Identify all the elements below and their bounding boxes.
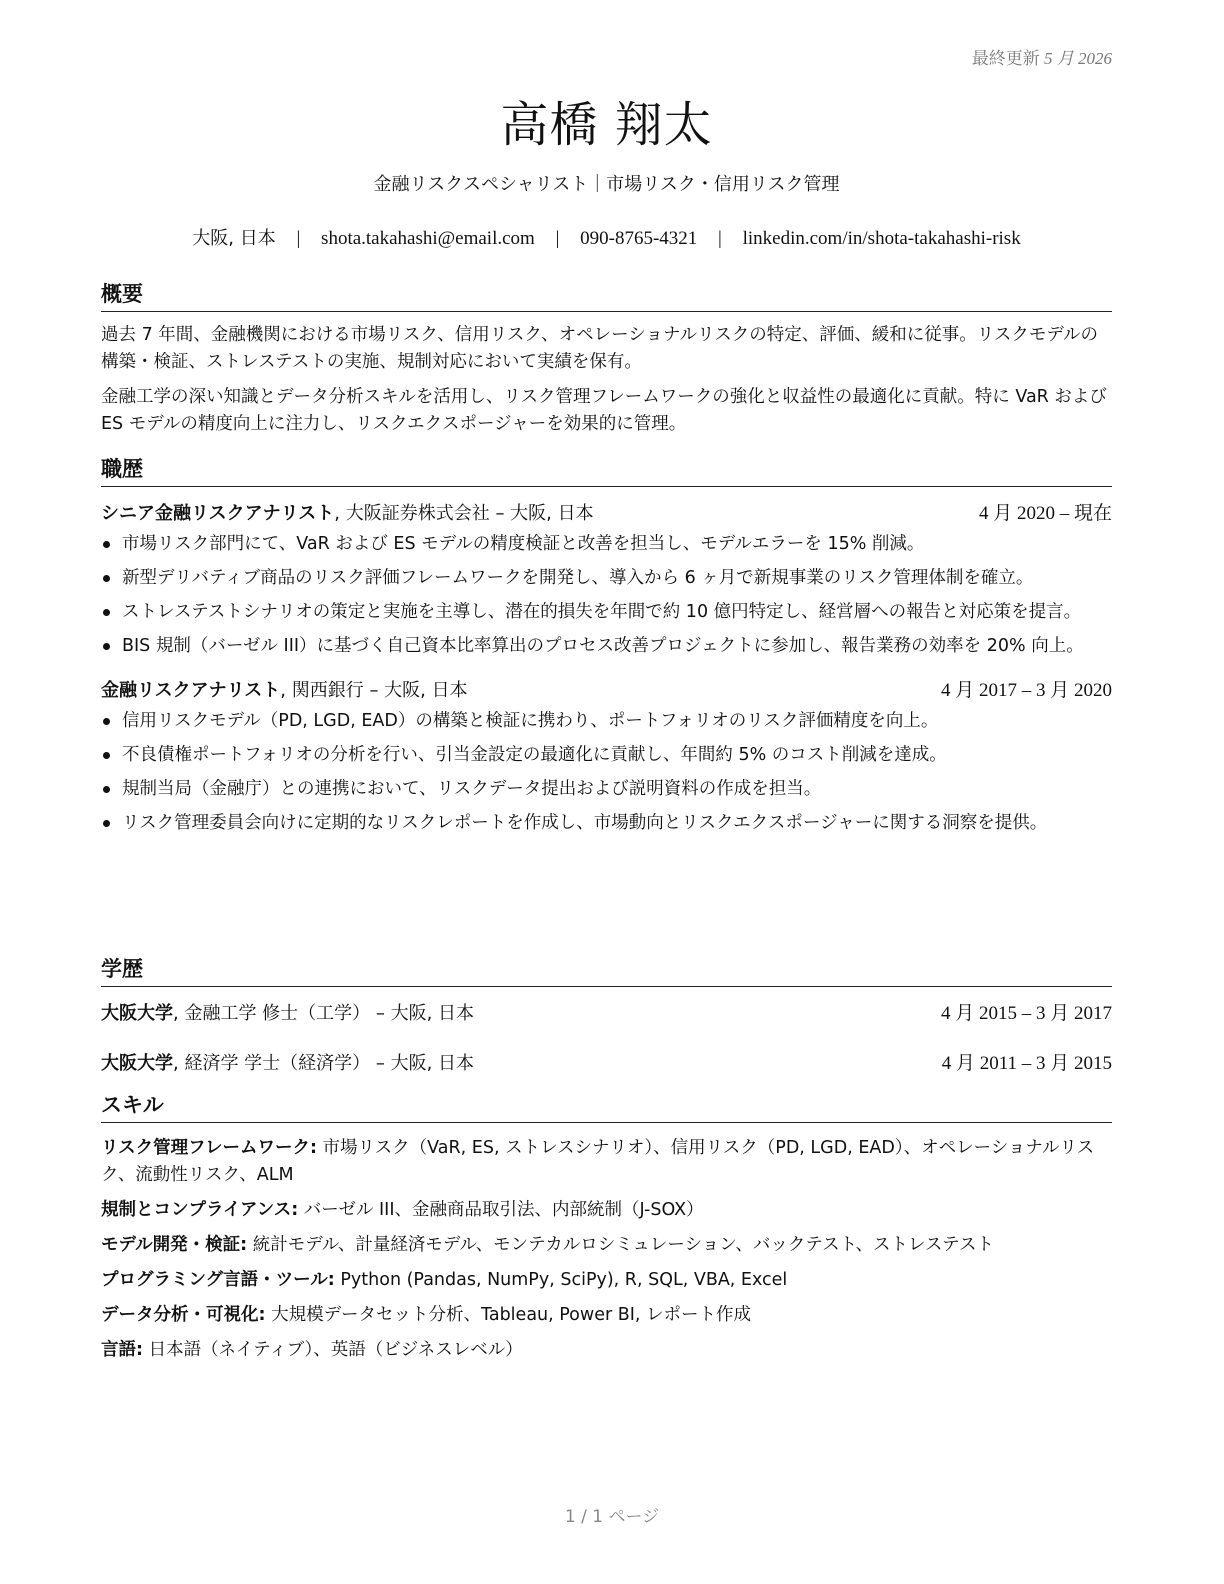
page-number: 1 / 1 ページ xyxy=(564,1507,660,1527)
contact-separator: | xyxy=(718,228,722,249)
education-section xyxy=(101,953,1112,1077)
education-school: 大阪大学 xyxy=(101,1053,173,1074)
education-entry xyxy=(101,1051,1112,1077)
list-item: リスク管理委員会向けに定期的なリスクレポートを作成し、市場動向とリスクエクスポージャーに関する洞察を提供。 xyxy=(101,810,1112,837)
skill-item xyxy=(101,1197,1112,1224)
section-title-experience: 職歴 xyxy=(101,453,1112,487)
skill-value: Python (Pandas, NumPy, SciPy), R, SQL, VBA, Excel xyxy=(334,1270,788,1290)
skill-value: 統計モデル、計量経済モデル、モンテカルロシミュレーション、バックテスト、ストレステスト xyxy=(247,1235,994,1255)
contact-linkedin[interactable]: linkedin.com/in/shota-takahashi-risk xyxy=(742,228,1021,249)
contact-separator: | xyxy=(555,228,560,249)
contact-separator: | xyxy=(296,228,301,249)
job-entry xyxy=(101,501,1112,660)
job-entry xyxy=(101,678,1112,837)
summary-paragraph: 過去 7 年間、金融機関における市場リスク、信用リスク、オペレーショナルリスクの特定、評価、緩和に従事。リスクモデルの構築・検証、ストレステストの実施、規制対応において実績を保有。 xyxy=(101,325,1099,372)
contact-line xyxy=(101,224,1112,250)
job-role: 金融リスクアナリスト xyxy=(101,680,281,701)
skill-value: バーゼル III、金融商品取引法、内部統制（J-SOX） xyxy=(298,1200,704,1220)
last-updated xyxy=(972,44,1112,69)
skill-item xyxy=(101,1337,1112,1364)
list-item: 市場リスク部門にて、VaR および ES モデルの精度検証と改善を担当し、モデルエラーを 15% 削減。 xyxy=(101,531,1112,558)
skill-label: リスク管理フレームワーク: xyxy=(101,1138,317,1158)
experience-section xyxy=(101,453,1112,844)
skill-label: データ分析・可視化: xyxy=(101,1305,266,1325)
education-entry xyxy=(101,1001,1112,1027)
job-bullets xyxy=(101,531,1112,660)
last-updated-label: 最終更新 xyxy=(971,49,1040,68)
skill-item xyxy=(101,1302,1112,1329)
education-dates: 4 月 2011 – 3 月 2015 xyxy=(941,1053,1112,1074)
summary-section xyxy=(101,278,1112,438)
list-item: 不良債権ポートフォリオの分析を行い、引当金設定の最適化に貢献し、年間約 5% のコスト削減を達成。 xyxy=(101,742,1112,769)
job-header xyxy=(101,678,1112,704)
job-dates: 4 月 2020 – 現在 xyxy=(978,503,1112,524)
skill-value: 市場リスク（VaR, ES, ストレスシナリオ）、信用リスク（PD, LGD, EAD）、オペレーショナルリスク、流動性リスク、ALM xyxy=(101,1138,1095,1185)
job-bullets xyxy=(101,708,1112,837)
list-item: BIS 規制（バーゼル III）に基づく自己資本比率算出のプロセス改善プロジェクトに参加し、報告業務の効率を 20% 向上。 xyxy=(101,633,1112,660)
candidate-title: 金融リスクスペシャリスト｜市場リスク・信用リスク管理 xyxy=(373,174,840,195)
skill-value: 日本語（ネイティブ）、英語（ビジネスレベル） xyxy=(143,1340,523,1360)
skill-item xyxy=(101,1135,1112,1189)
education-school: 大阪大学 xyxy=(101,1003,173,1024)
skill-label: 規制とコンプライアンス: xyxy=(101,1200,299,1220)
job-org: , 大阪証券株式会社 – 大阪, 日本 xyxy=(334,503,594,524)
candidate-name: 高橋 翔太 xyxy=(500,97,713,153)
contact-location: 大阪, 日本 xyxy=(192,228,276,249)
contact-email[interactable]: shota.takahashi@email.com xyxy=(321,228,535,249)
summary-paragraph: 金融工学の深い知識とデータ分析スキルを活用し、リスク管理フレームワークの強化と収益性の最適化に貢献。特に VaR および ES モデルの精度向上に注力し、リスクエクスポージャーを効果的に管理。 xyxy=(101,387,1107,434)
education-dates: 4 月 2015 – 3 月 2017 xyxy=(940,1003,1112,1024)
list-item: 信用リスクモデル（PD, LGD, EAD）の構築と検証に携わり、ポートフォリオのリスク評価精度を向上。 xyxy=(101,708,1112,735)
contact-phone[interactable]: 090-8765-4321 xyxy=(580,228,698,249)
skill-value: 大規模データセット分析、Tableau, Power BI, レポート作成 xyxy=(265,1305,752,1325)
job-role: シニア金融リスクアナリスト xyxy=(101,503,335,524)
section-title-summary: 概要 xyxy=(101,278,1112,312)
education-detail: , 経済学 学士（経済学） – 大阪, 日本 xyxy=(173,1053,475,1074)
job-dates: 4 月 2017 – 3 月 2020 xyxy=(940,680,1112,701)
list-item: 新型デリバティブ商品のリスク評価フレームワークを開発し、導入から 6 ヶ月で新規事業のリスク管理体制を確立。 xyxy=(101,565,1112,592)
skill-label: プログラミング言語・ツール: xyxy=(101,1270,335,1290)
last-updated-date: 5 月 2026 xyxy=(1044,49,1112,68)
skill-item xyxy=(101,1232,1112,1259)
skills-list xyxy=(101,1135,1112,1364)
skills-section xyxy=(101,1089,1112,1372)
section-title-skills: スキル xyxy=(101,1089,1112,1123)
section-title-education: 学歴 xyxy=(101,953,1112,987)
job-org: , 関西銀行 – 大阪, 日本 xyxy=(280,680,468,701)
education-detail: , 金融工学 修士（工学） – 大阪, 日本 xyxy=(173,1003,475,1024)
job-header xyxy=(101,501,1112,527)
skill-item xyxy=(101,1267,1112,1294)
list-item: ストレステストシナリオの策定と実施を主導し、潜在的損失を年間で約 10 億円特定し、経営層への報告と対応策を提言。 xyxy=(101,599,1112,626)
skill-label: モデル開発・検証: xyxy=(101,1235,248,1255)
skill-label: 言語: xyxy=(101,1340,143,1360)
list-item: 規制当局（金融庁）との連携において、リスクデータ提出および説明資料の作成を担当。 xyxy=(101,776,1112,803)
